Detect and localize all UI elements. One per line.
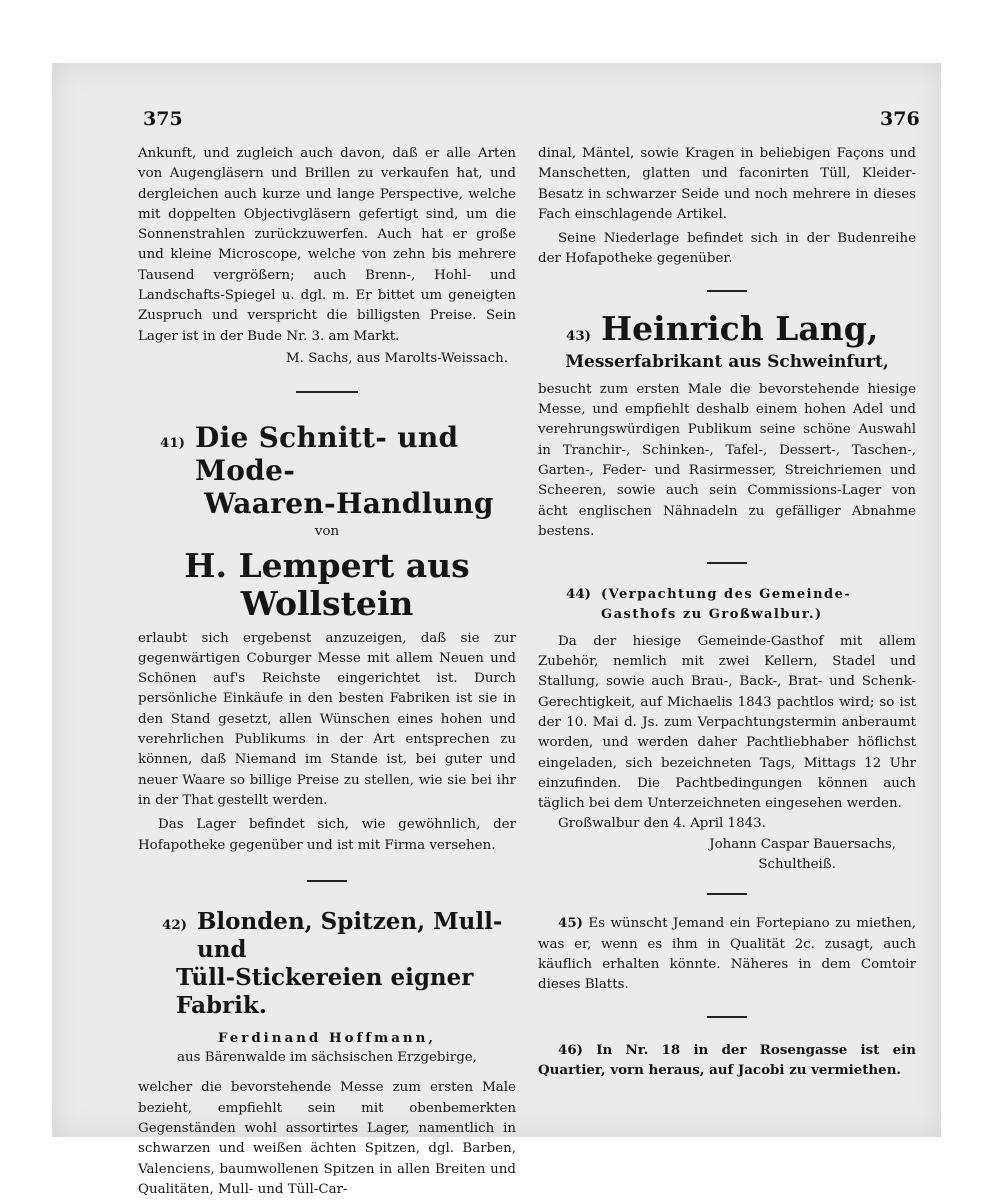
ad-45-number: 45) <box>558 915 583 932</box>
right-column <box>538 144 916 1080</box>
ad-44-number: 44) <box>566 586 591 603</box>
ad-42 <box>138 908 516 1200</box>
ad-44 <box>538 584 916 875</box>
ad-44-signer: Johann Caspar Bauersachs, <box>709 836 896 852</box>
ad-46-text: In Nr. 18 in der Rosengasse ist ein Quartier, vorn heraus, auf Jacobi zu vermiethen. <box>538 1041 916 1078</box>
ad-42-title-line1: Blonden, Spitzen, Mull- und <box>196 907 503 963</box>
section-divider <box>296 391 358 393</box>
ad-42-text: welcher die bevorstehende Messe zum ersten Male bezieht, empfiehlt sein mit obenbemerkten Gegenständen wohl assortirtes Lager, namentlich in schwarzen und weißen ächten Spitzen, dgl. Barben, Valenciens, baumwollenen Spitzen in allen Breiten und Qualitäten, Mull- und Tüll-Car- <box>138 1080 516 1197</box>
ad-43-heading <box>538 310 916 348</box>
ad-41-text2: Das Lager befindet sich, wie gewöhnlich, der Hofapotheke gegenüber und ist mit Firma versehen. <box>138 817 516 853</box>
section-divider <box>307 880 347 882</box>
ad-46 <box>538 1040 916 1081</box>
left-column <box>138 144 516 1200</box>
section-divider <box>707 893 747 895</box>
ad-41-text: erlaubt sich ergebenst anzuzeigen, daß sie zur gegenwärtigen Coburger Messe mit allem Neuen und Schönen auf's Reichste eingerichtet ist. Durch persönliche Einkäufe in den besten Fabriken ist sie in den Stand gesetzt, allen Wünschen eines hohen und verehrlichen Publikums in der Art entsprechen zu können, daß Niemand im Stande ist, bei guter und neuer Waare so billige Preise zu stellen, wie sie bei ihr in der That gestellt werden. <box>138 630 516 808</box>
ad-43-text: besucht zum ersten Male die bevorstehende hiesige Messe, und empfiehlt deshalb einem hohen Adel und verehrungswürdigen Publikum seine schöne Auswahl in Tranchir-, Schinken-, Tafel-, Dessert-, Taschen-, Garten-, Feder- und Rasirmesser, Streichriemen und Scheeren, sowie auch sein Commissions-Lager von ächt englischen Nähnadeln zu gefälliger Abnahme bestens. <box>538 381 916 539</box>
ad-44-title: (Verpachtung des Gemeinde-Gasthofs zu Großwalbur.) <box>600 587 852 623</box>
section-divider <box>707 290 747 292</box>
ad-45 <box>538 913 916 995</box>
ad-41-title-line2: Waaren-Handlung <box>204 487 494 521</box>
ad-44-heading <box>538 584 916 626</box>
ad-43 <box>538 310 916 542</box>
ad-46-number: 46) <box>558 1041 583 1058</box>
ad-42-heading <box>138 908 516 964</box>
page-number-right: 376 <box>880 108 920 130</box>
ad-41-heading <box>138 421 516 487</box>
ad-43-subtitle: Messerfabrikant aus Schweinfurt, <box>565 351 889 372</box>
ad-41-number: 41) <box>160 435 185 452</box>
ad-41 <box>138 421 516 856</box>
ad-42-title-line2: Tüll-Stickereien eigner Fabrik. <box>176 963 474 1019</box>
ad-41-von: von <box>314 524 340 540</box>
ad-45-text: Es wünscht Jemand ein Fortepiano zu miethen, was er, wenn es ihm in Qualität 2c. zusagt, auch käuflich erhalten könnte. Näheres in dem Comtoir dieses Blatts. <box>538 916 916 993</box>
ad-42-origin: aus Bärenwalde im sächsischen Erzgebirge, <box>177 1050 477 1066</box>
ad-42-number: 42) <box>162 916 187 933</box>
ad-41-firm-name: H. Lempert aus Wollstein <box>184 545 470 623</box>
page-number-left: 375 <box>143 108 183 130</box>
ad-43-number: 43) <box>566 327 591 344</box>
section-divider <box>707 1016 747 1018</box>
ad-41-title-line1: Die Schnitt- und Mode- <box>194 421 459 488</box>
ad-44-role: Schultheiß. <box>758 857 836 873</box>
ad-44-text: Da der hiesige Gemeinde-Gasthof mit allem Zubehör, nemlich mit zwei Kellern, Stadel und Stallung, sowie auch Brau-, Back-, Brat- und Schenk-Gerechtigkeit, auf Michaelis 1843 pachtlos wird; so ist der 10. Mai d. Js. zum Verpachtungstermin anberaumt worden, und werden daher Pachtliebhaber höflichst eingeladen, sich bezeichneten Tags, Mittags 12 Uhr einzufinden. Die Pachtbedingungen können auch täglich bei dem Unterzeichneten eingesehen werden. <box>538 633 916 812</box>
intro-text: Ankunft, und zugleich auch davon, daß er alle Arten von Augengläsern und Brillen zu verkaufen hat, und dergleichen auch kurze und lange Perspective, welche mit doppelten Objectivgläsern gefertigt sind, um die Sonnenstrahlen zurückzuwerfen. Auch hat er große und kleine Microscope, welche von zehn bis mehrere Tausend vergrößern; auch Brenn-, Hohl- und Landschafts-Spiegel u. dgl. m. Er bittet um geneigten Zuspruch und verspricht die billigsten Preise. Sein Lager ist in der Bude Nr. 3. am Markt. <box>138 146 516 344</box>
intro-signature: M. Sachs, aus Marolts-Weissach. <box>285 350 508 366</box>
ad-43-name: Heinrich Lang, <box>600 308 879 348</box>
section-divider <box>707 562 747 564</box>
continued-text2: Seine Niederlage befindet sich in der Budenreihe der Hofapotheke gegenüber. <box>538 231 916 267</box>
continued-text: dinal, Mäntel, sowie Kragen in beliebigen Façons und Manschetten, glatten und faconirten Tüll, Kleider-Besatz in schwarzer Seide und noch mehrere in dieses Fach einschlagende Artikel. <box>538 146 916 222</box>
ad-42-name: Ferdinand Hoffmann, <box>217 1029 437 1046</box>
ad-44-date: Großwalbur den 4. April 1843. <box>558 816 766 832</box>
